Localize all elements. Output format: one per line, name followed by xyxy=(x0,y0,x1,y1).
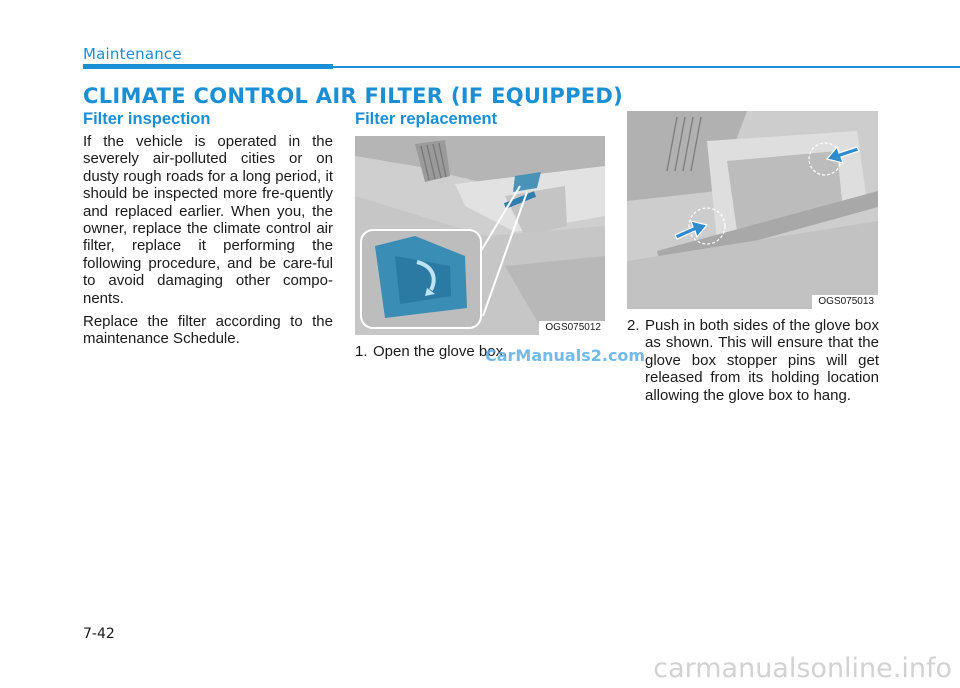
glove-box-open-illustration xyxy=(355,136,605,335)
glove-box-push-illustration xyxy=(627,111,878,309)
filter-inspection-text xyxy=(83,133,333,354)
page-title: CLIMATE CONTROL AIR FILTER (IF EQUIPPED) xyxy=(83,84,624,108)
step-2 xyxy=(627,317,879,404)
figure-code-2: OGS075013 xyxy=(812,295,878,309)
figure-code-1: OGS075012 xyxy=(539,321,605,335)
section-label: Maintenance xyxy=(83,45,182,63)
filter-inspection-paragraph-2: Replace the filter according to the maintenance Schedule. xyxy=(83,313,333,348)
step-1-number: 1. xyxy=(355,343,368,360)
watermark: CarManuals2.com xyxy=(485,346,646,365)
step-1-text: Open the glove box. xyxy=(373,343,508,360)
figure-push-glove-box xyxy=(627,111,878,309)
filter-inspection-heading: Filter inspection xyxy=(83,110,211,128)
step-2-text: Push in both sides of the glove box as shown. This will ensure that the glove box stopper pins will get released from its holding location allowing the glove box to hang. xyxy=(645,317,879,404)
figure-open-glove-box xyxy=(355,136,605,335)
filter-replacement-heading: Filter replacement xyxy=(355,110,498,128)
header-rule-thin xyxy=(333,66,960,68)
footer-watermark: carmanualsonline.info xyxy=(653,653,952,684)
header-rule-thick xyxy=(83,64,333,69)
step-2-number: 2. xyxy=(627,317,640,334)
filter-inspection-paragraph-1: If the vehicle is operated in the severely air-polluted cities or on dusty rough roads for a long period, it should be inspected more fre-quently and replaced earlier. When you, the owner, replace the climate control air filter, replace it performing the following procedure, and be care-ful to avoid damaging other compo-nents. xyxy=(83,133,333,307)
page-number: 7-42 xyxy=(83,626,115,642)
